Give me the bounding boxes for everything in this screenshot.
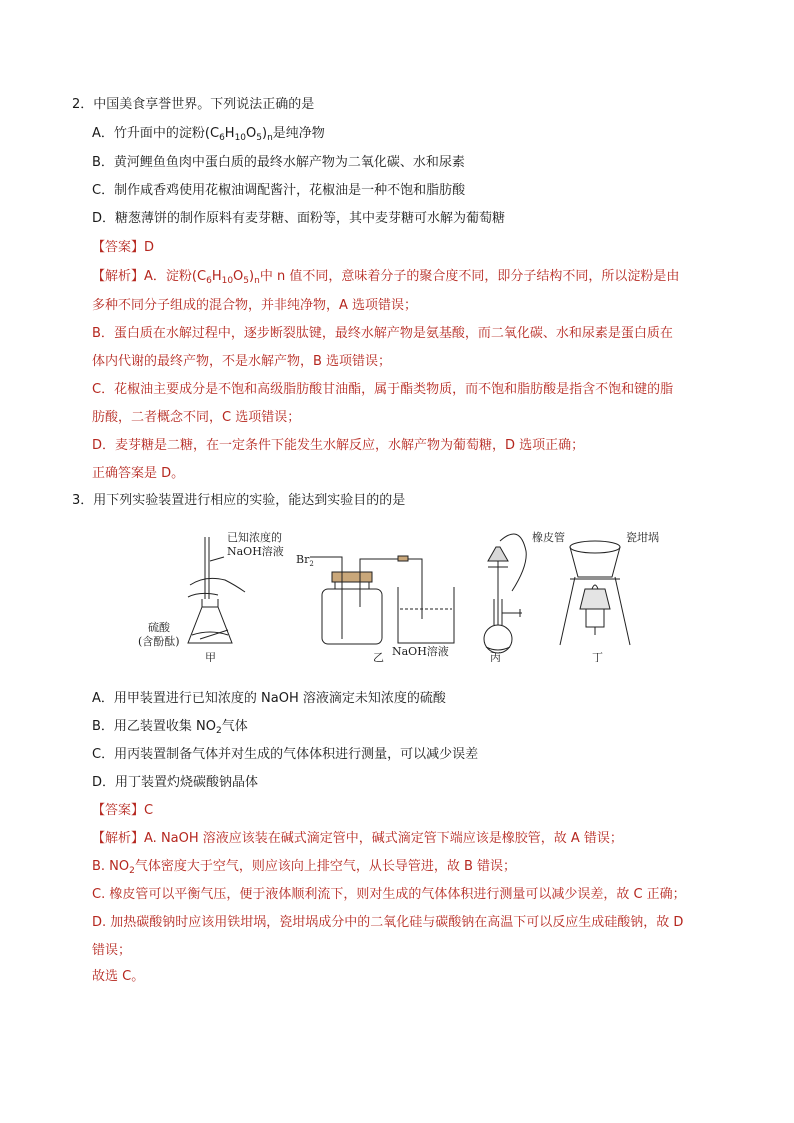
q3-option-a: A．用甲装置进行已知浓度的 NaOH 溶液滴定未知浓度的硫酸 (92, 691, 446, 706)
q3-option-b-sub: 2 (216, 726, 222, 736)
formula-sub-6: 6 (206, 276, 212, 286)
formula-sub-10: 10 (234, 133, 247, 143)
apparatus-yi (310, 556, 454, 644)
analysis-label: 【解析】 (92, 831, 145, 846)
label-rubber-tube: 橡皮管 (532, 531, 565, 544)
q3-conclusion: 故选 C。 (92, 969, 145, 984)
q3-analysis-d2: 错误； (92, 943, 132, 958)
q3-option-b (92, 718, 248, 737)
q3-stem: 3．用下列实验装置进行相应的实验，能达到实验目的的是 (72, 493, 406, 508)
formula-sub-6: 6 (219, 133, 225, 143)
q2-option-a-rest: 是纯净物 (272, 126, 325, 141)
formula-sub-10: 10 (221, 276, 234, 286)
formula-open: (C (191, 269, 207, 284)
q2-stem: 2．中国美食享誉世界。下列说法正确的是 (72, 97, 315, 112)
q3-answer: 【答案】C (92, 803, 154, 818)
analysis-label: 【解析】 (92, 269, 145, 284)
q3-option-b-post: 气体 (221, 719, 248, 734)
formula-o: O (246, 126, 257, 141)
formula-close: ) (249, 269, 255, 284)
formula-h: H (224, 126, 235, 141)
q2-conclusion: 正确答案是 D。 (92, 466, 185, 481)
br: Br (296, 553, 310, 566)
caption-yi: 乙 (373, 651, 384, 662)
q2-option-c: C．制作咸香鸡使用花椒油调配酱汁，花椒油是一种不饱和脂肪酸 (92, 183, 466, 198)
analysis-a1-post: 中 n 值不同，意味着分子的聚合度不同，即分子结构不同，所以淀粉是由 (259, 269, 680, 284)
label-naoh-solution: NaOH溶液 (227, 545, 284, 558)
label-sulfuric-acid: 硫酸 (148, 621, 170, 634)
label-known-conc: 已知浓度的 (227, 531, 282, 544)
apparatus-bing (484, 534, 526, 653)
q2-option-b: B．黄河鲤鱼鱼肉中蛋白质的最终水解产物为二氧化碳、水和尿素 (92, 155, 465, 170)
formula-sub-5: 5 (256, 133, 262, 143)
formula-h: H (211, 269, 222, 284)
label-br2 (296, 553, 314, 568)
caption-ding: 丁 (592, 651, 603, 662)
q3-analysis-b-pre: B. NO (92, 859, 130, 874)
q2-analysis-c1: C．花椒油主要成分是不饱和高级脂肪酸甘油酯，属于酯类物质，而不饱和脂肪酸是指含不饱和键的脂 (92, 382, 674, 397)
apparatus-drawing (130, 527, 690, 662)
q2-answer: 【答案】D (92, 240, 155, 255)
q3-analysis-a (92, 830, 623, 848)
q3-analysis-b-post: 气体密度大于空气，则应该向上排空气，从长导管进，故 B 错误； (134, 859, 517, 874)
q3-analysis-b (92, 858, 516, 877)
experiment-apparatus-figure (130, 527, 690, 662)
q3-option-c: C．用丙装置制备气体并对生成的气体体积进行测量，可以减少误差 (92, 747, 479, 762)
q2-option-a-formula (205, 126, 273, 141)
q3-option-b-pre: B．用乙装置收集 NO (92, 719, 217, 734)
q3-analysis-a-text: A. NaOH 溶液应该装在碱式滴定管中，碱式滴定管下端应该是橡胶管，故 A 错误； (144, 831, 623, 846)
apparatus-ding (560, 541, 630, 645)
label-with-phenolphthalein: (含酚酞) (138, 635, 180, 648)
q2-analysis-b1: B．蛋白质在水解过程中，逐步断裂肽键，最终水解产物是氨基酸，而二氧化碳、水和尿素是蛋白质在 (92, 326, 673, 341)
formula-close: ) (262, 126, 268, 141)
q2-analysis-a2: 多种不同分子组成的混合物，并非纯净物，A 选项错误； (92, 298, 418, 313)
formula-sub-n: n (267, 133, 273, 143)
q3-analysis-c: C. 橡皮管可以平衡气压，便于液体顺利流下，则对生成的气体体积进行测量可以减少误差，故 C 正确； (92, 887, 686, 902)
q2-option-a-text: A．竹升面中的淀粉 (92, 126, 205, 141)
q3-analysis-d1: D. 加热碳酸钠时应该用铁坩埚，瓷坩埚成分中的二氧化硅与碳酸钠在高温下可以反应生成硅酸钠，故 D (92, 915, 684, 930)
formula-sub-5: 5 (243, 276, 250, 286)
analysis-a1-pre: A．淀粉 (144, 269, 192, 284)
label-naoh-beaker: NaOH溶液 (392, 645, 449, 658)
q2-analysis-c2: 肪酸，二者概念不同，C 选项错误； (92, 410, 301, 425)
formula-open: (C (204, 126, 220, 141)
caption-jia: 甲 (205, 651, 216, 662)
q2-analysis-b2: 体内代谢的最终产物，不是水解产物，B 选项错误； (92, 354, 392, 369)
caption-bing: 丙 (490, 651, 501, 662)
q3-analysis-b-sub: 2 (129, 866, 135, 876)
q2-analysis-d: D．麦芽糖是二糖，在一定条件下能发生水解反应，水解产物为葡萄糖，D 选项正确； (92, 438, 585, 453)
formula-sub-n: n (254, 276, 260, 286)
formula-o: O (233, 269, 244, 284)
q2-option-d: D．糖葱薄饼的制作原料有麦芽糖、面粉等，其中麦芽糖可水解为葡萄糖 (92, 211, 506, 226)
q2-option-a (92, 125, 325, 144)
label-crucible: 瓷坩埚 (626, 531, 659, 544)
q3-option-d: D．用丁装置灼烧碳酸钠晶体 (92, 775, 259, 790)
br-sub-2: 2 (309, 560, 314, 568)
q2-analysis-formula (192, 269, 260, 284)
q2-analysis-a1 (92, 268, 679, 287)
